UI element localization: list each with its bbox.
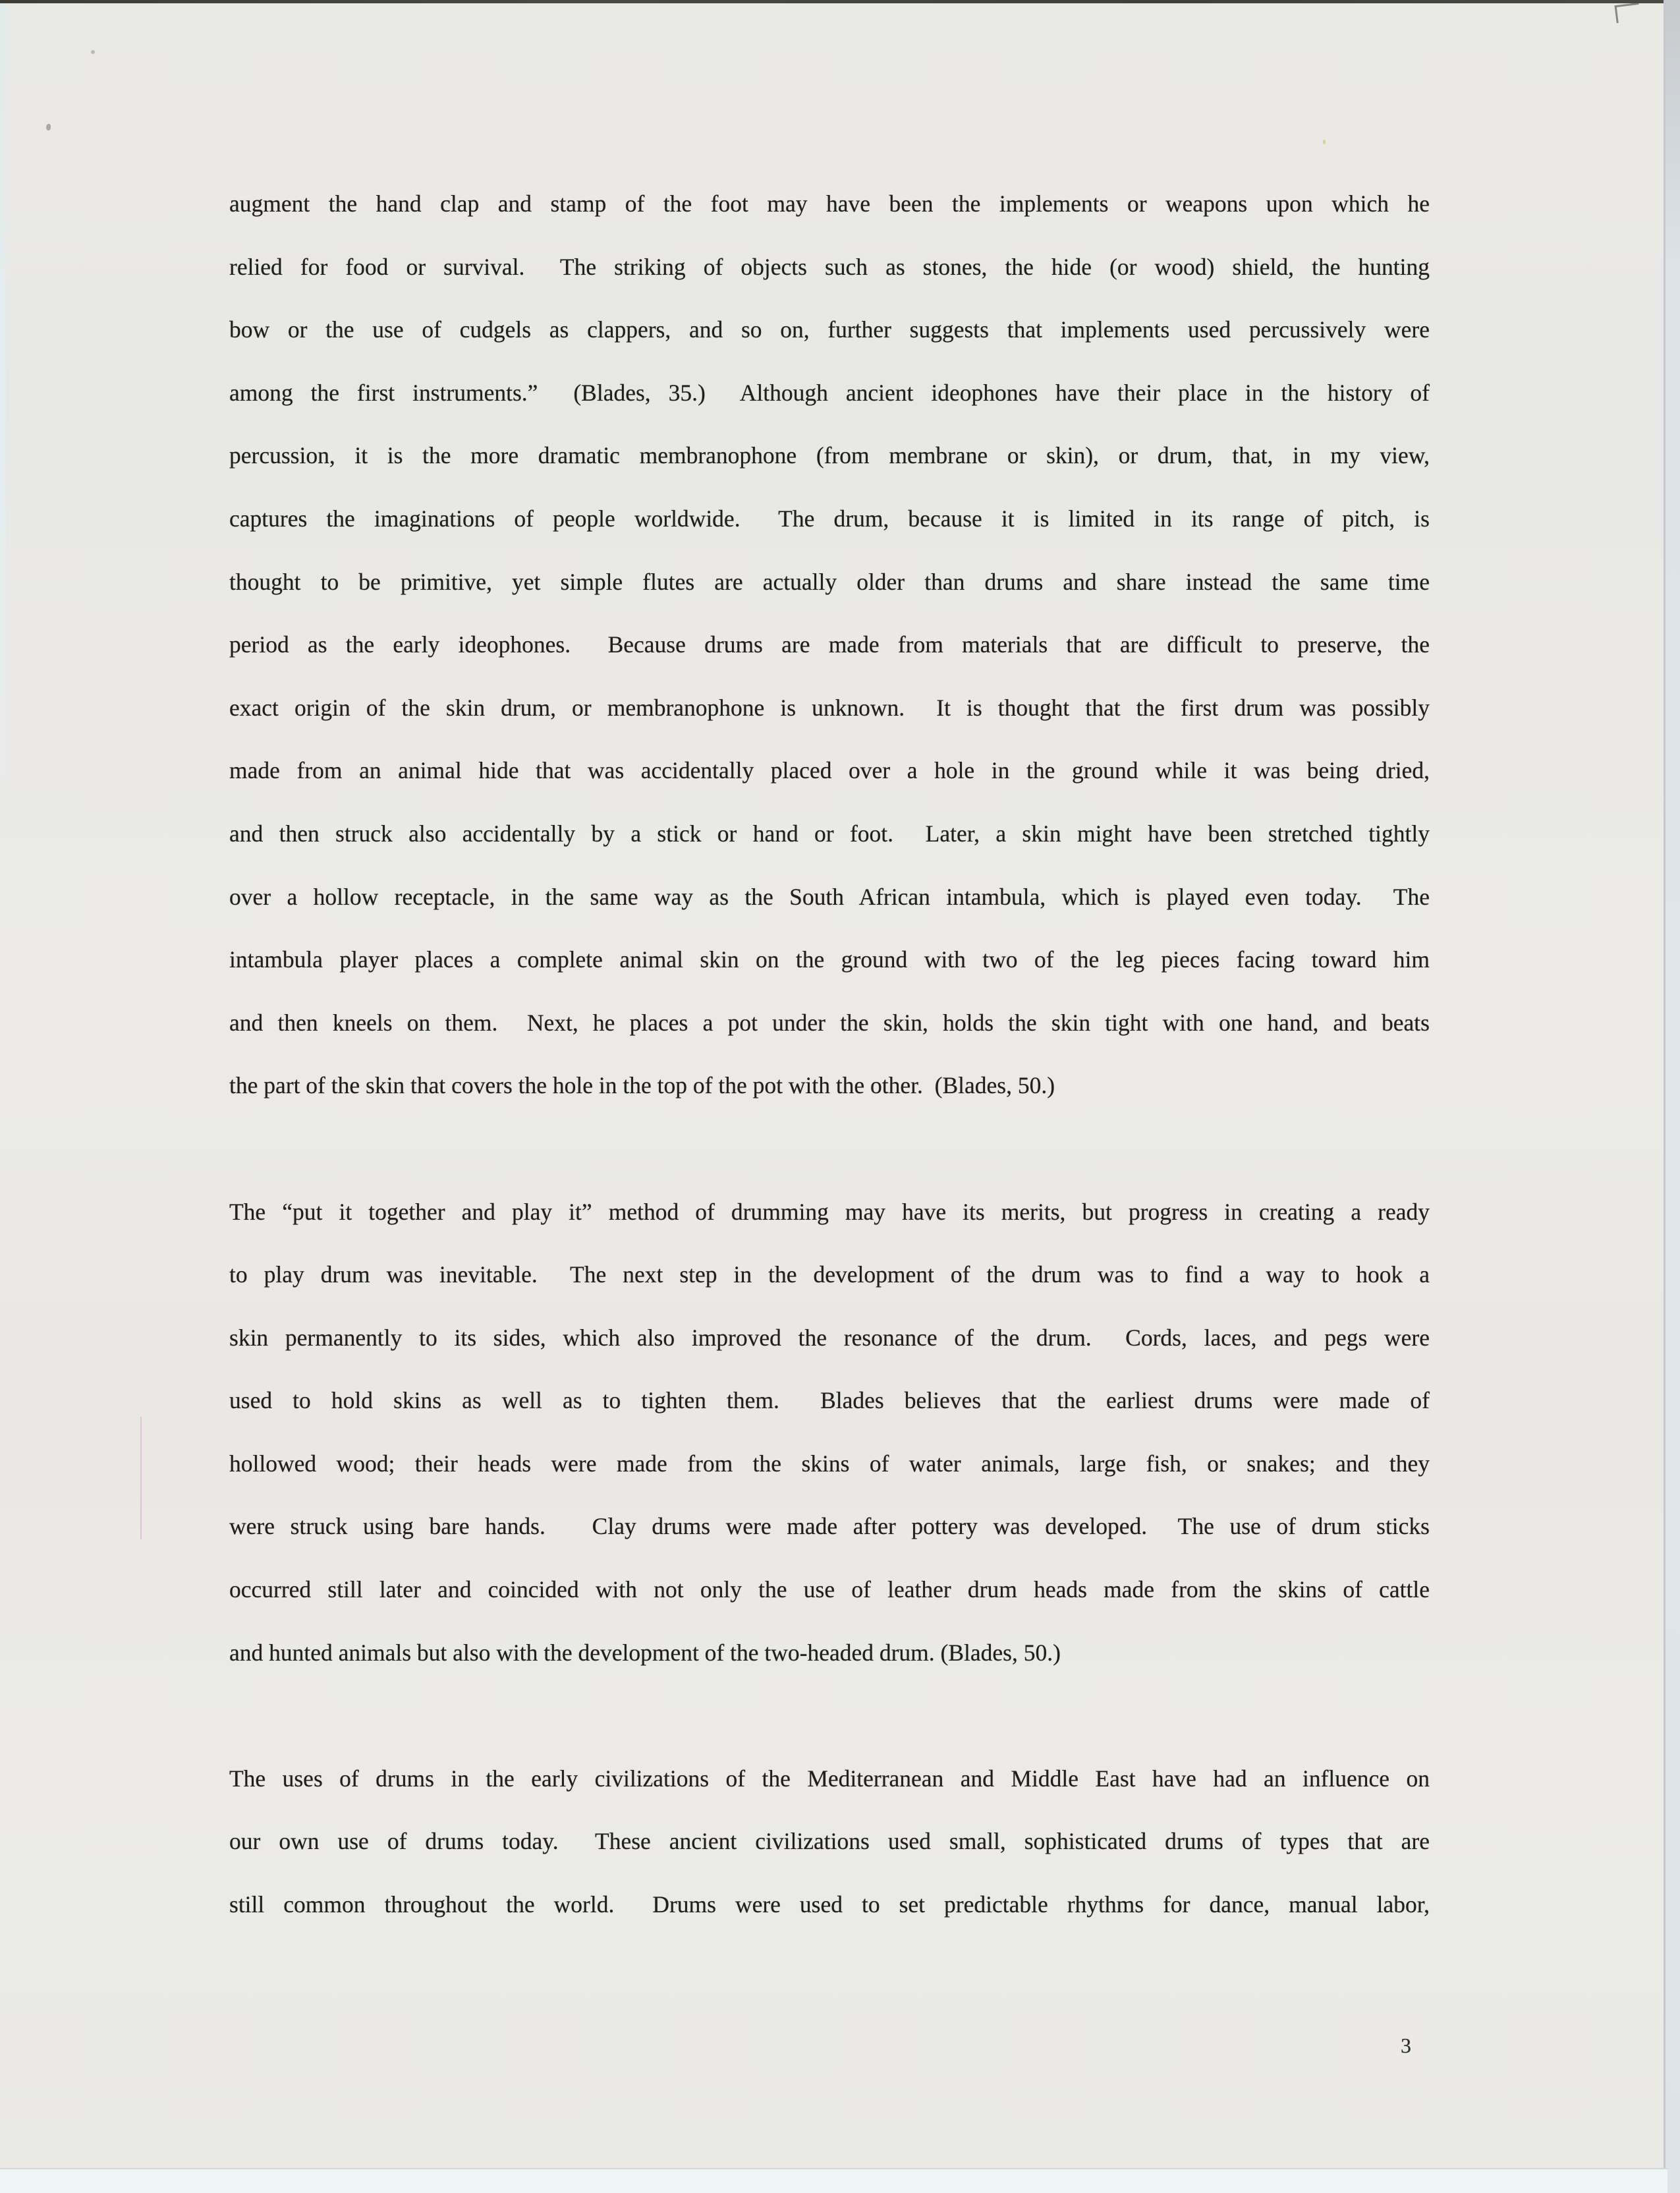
text-line: and then struck also accidentally by a stick or hand or foot. Later, a skin might have been stretched tightly xyxy=(229,820,1430,847)
text-line: intambula player places a complete animal skin on the ground with two of the leg pieces facing toward him xyxy=(229,946,1430,973)
text-line: used to hold skins as well as to tighten them. Blades believes that the earliest drums were made of xyxy=(229,1387,1430,1414)
text-line: hollowed wood; their heads were made from the skins of water animals, large fish, or snakes; and they xyxy=(229,1450,1430,1477)
scanner-edge-left xyxy=(0,3,6,926)
text-line: percussion, it is the more dramatic membranophone (from membrane or skin), or drum, that, in my view, xyxy=(229,442,1430,469)
paragraph-3 xyxy=(229,1748,1430,1937)
page-number: 3 xyxy=(1401,2034,1411,2057)
text-line: the part of the skin that covers the hole in the top of the pot with the other. (Blades, 50.) xyxy=(229,1072,1055,1099)
paragraph-1 xyxy=(229,173,1430,1118)
text-line: still common throughout the world. Drums were used to set predictable rhythms for dance, manual labor, xyxy=(229,1891,1430,1918)
text-line: bow or the use of cudgels as clappers, and so on, further suggests that implements used percussively were xyxy=(229,316,1430,343)
text-line: period as the early ideophones. Because drums are made from materials that are difficult to preserve, the xyxy=(229,631,1430,658)
text-line: were struck using bare hands. Clay drums were made after pottery was developed. The use of drum sticks xyxy=(229,1513,1430,1540)
text-line: exact origin of the skin drum, or membranophone is unknown. It is thought that the first drum was possibly xyxy=(229,694,1430,721)
text-line: to play drum was inevitable. The next step in the development of the drum was to find a way to hook a xyxy=(229,1261,1430,1288)
text-line: over a hollow receptacle, in the same way as the South African intambula, which is played even today. The xyxy=(229,883,1430,910)
scan-speck xyxy=(1323,140,1326,144)
pen-mark-top-right xyxy=(1614,3,1640,23)
text-line: made from an animal hide that was accidentally placed over a hole in the ground while it was being dried, xyxy=(229,757,1430,784)
text-line: occurred still later and coincided with not only the use of leather drum heads made from the skins of cattle xyxy=(229,1576,1430,1603)
paragraph-2 xyxy=(229,1181,1430,1685)
text-line: among the first instruments.” (Blades, 35.) Although ancient ideophones have their place in the history of xyxy=(229,379,1430,406)
text-line: our own use of drums today. These ancient civilizations used small, sophisticated drums of types that are xyxy=(229,1828,1430,1855)
scan-speck xyxy=(91,50,95,54)
text-line: captures the imaginations of people worldwide. The drum, because it is limited in its range of pitch, is xyxy=(229,505,1430,532)
paper-bottom-edge xyxy=(0,2168,1667,2193)
text-line: relied for food or survival. The striking of objects such as stones, the hide (or wood) shield, the hunting xyxy=(229,253,1430,280)
scanner-edge-top xyxy=(0,0,1680,3)
scan-speck xyxy=(46,124,51,130)
paper-right-edge xyxy=(1664,0,1680,2193)
text-line: The “put it together and play it” method of drumming may have its merits, but progress in creating a ready xyxy=(229,1198,1430,1225)
text-line: and then kneels on them. Next, he places a pot under the skin, holds the skin tight with one hand, and beats xyxy=(229,1009,1430,1036)
text-line: skin permanently to its sides, which also improved the resonance of the drum. Cords, laces, and pegs were xyxy=(229,1324,1430,1351)
pink-line-artifact xyxy=(140,1417,142,1539)
text-line: The uses of drums in the early civilizations of the Mediterranean and Middle East have had an influence on xyxy=(229,1765,1430,1792)
text-line: thought to be primitive, yet simple flutes are actually older than drums and share instead the same time xyxy=(229,568,1430,595)
text-line: and hunted animals but also with the development of the two-headed drum. (Blades, 50.) xyxy=(229,1639,1061,1666)
document-text xyxy=(229,173,1430,1937)
text-line: augment the hand clap and stamp of the foot may have been the implements or weapons upon which he xyxy=(229,190,1430,217)
